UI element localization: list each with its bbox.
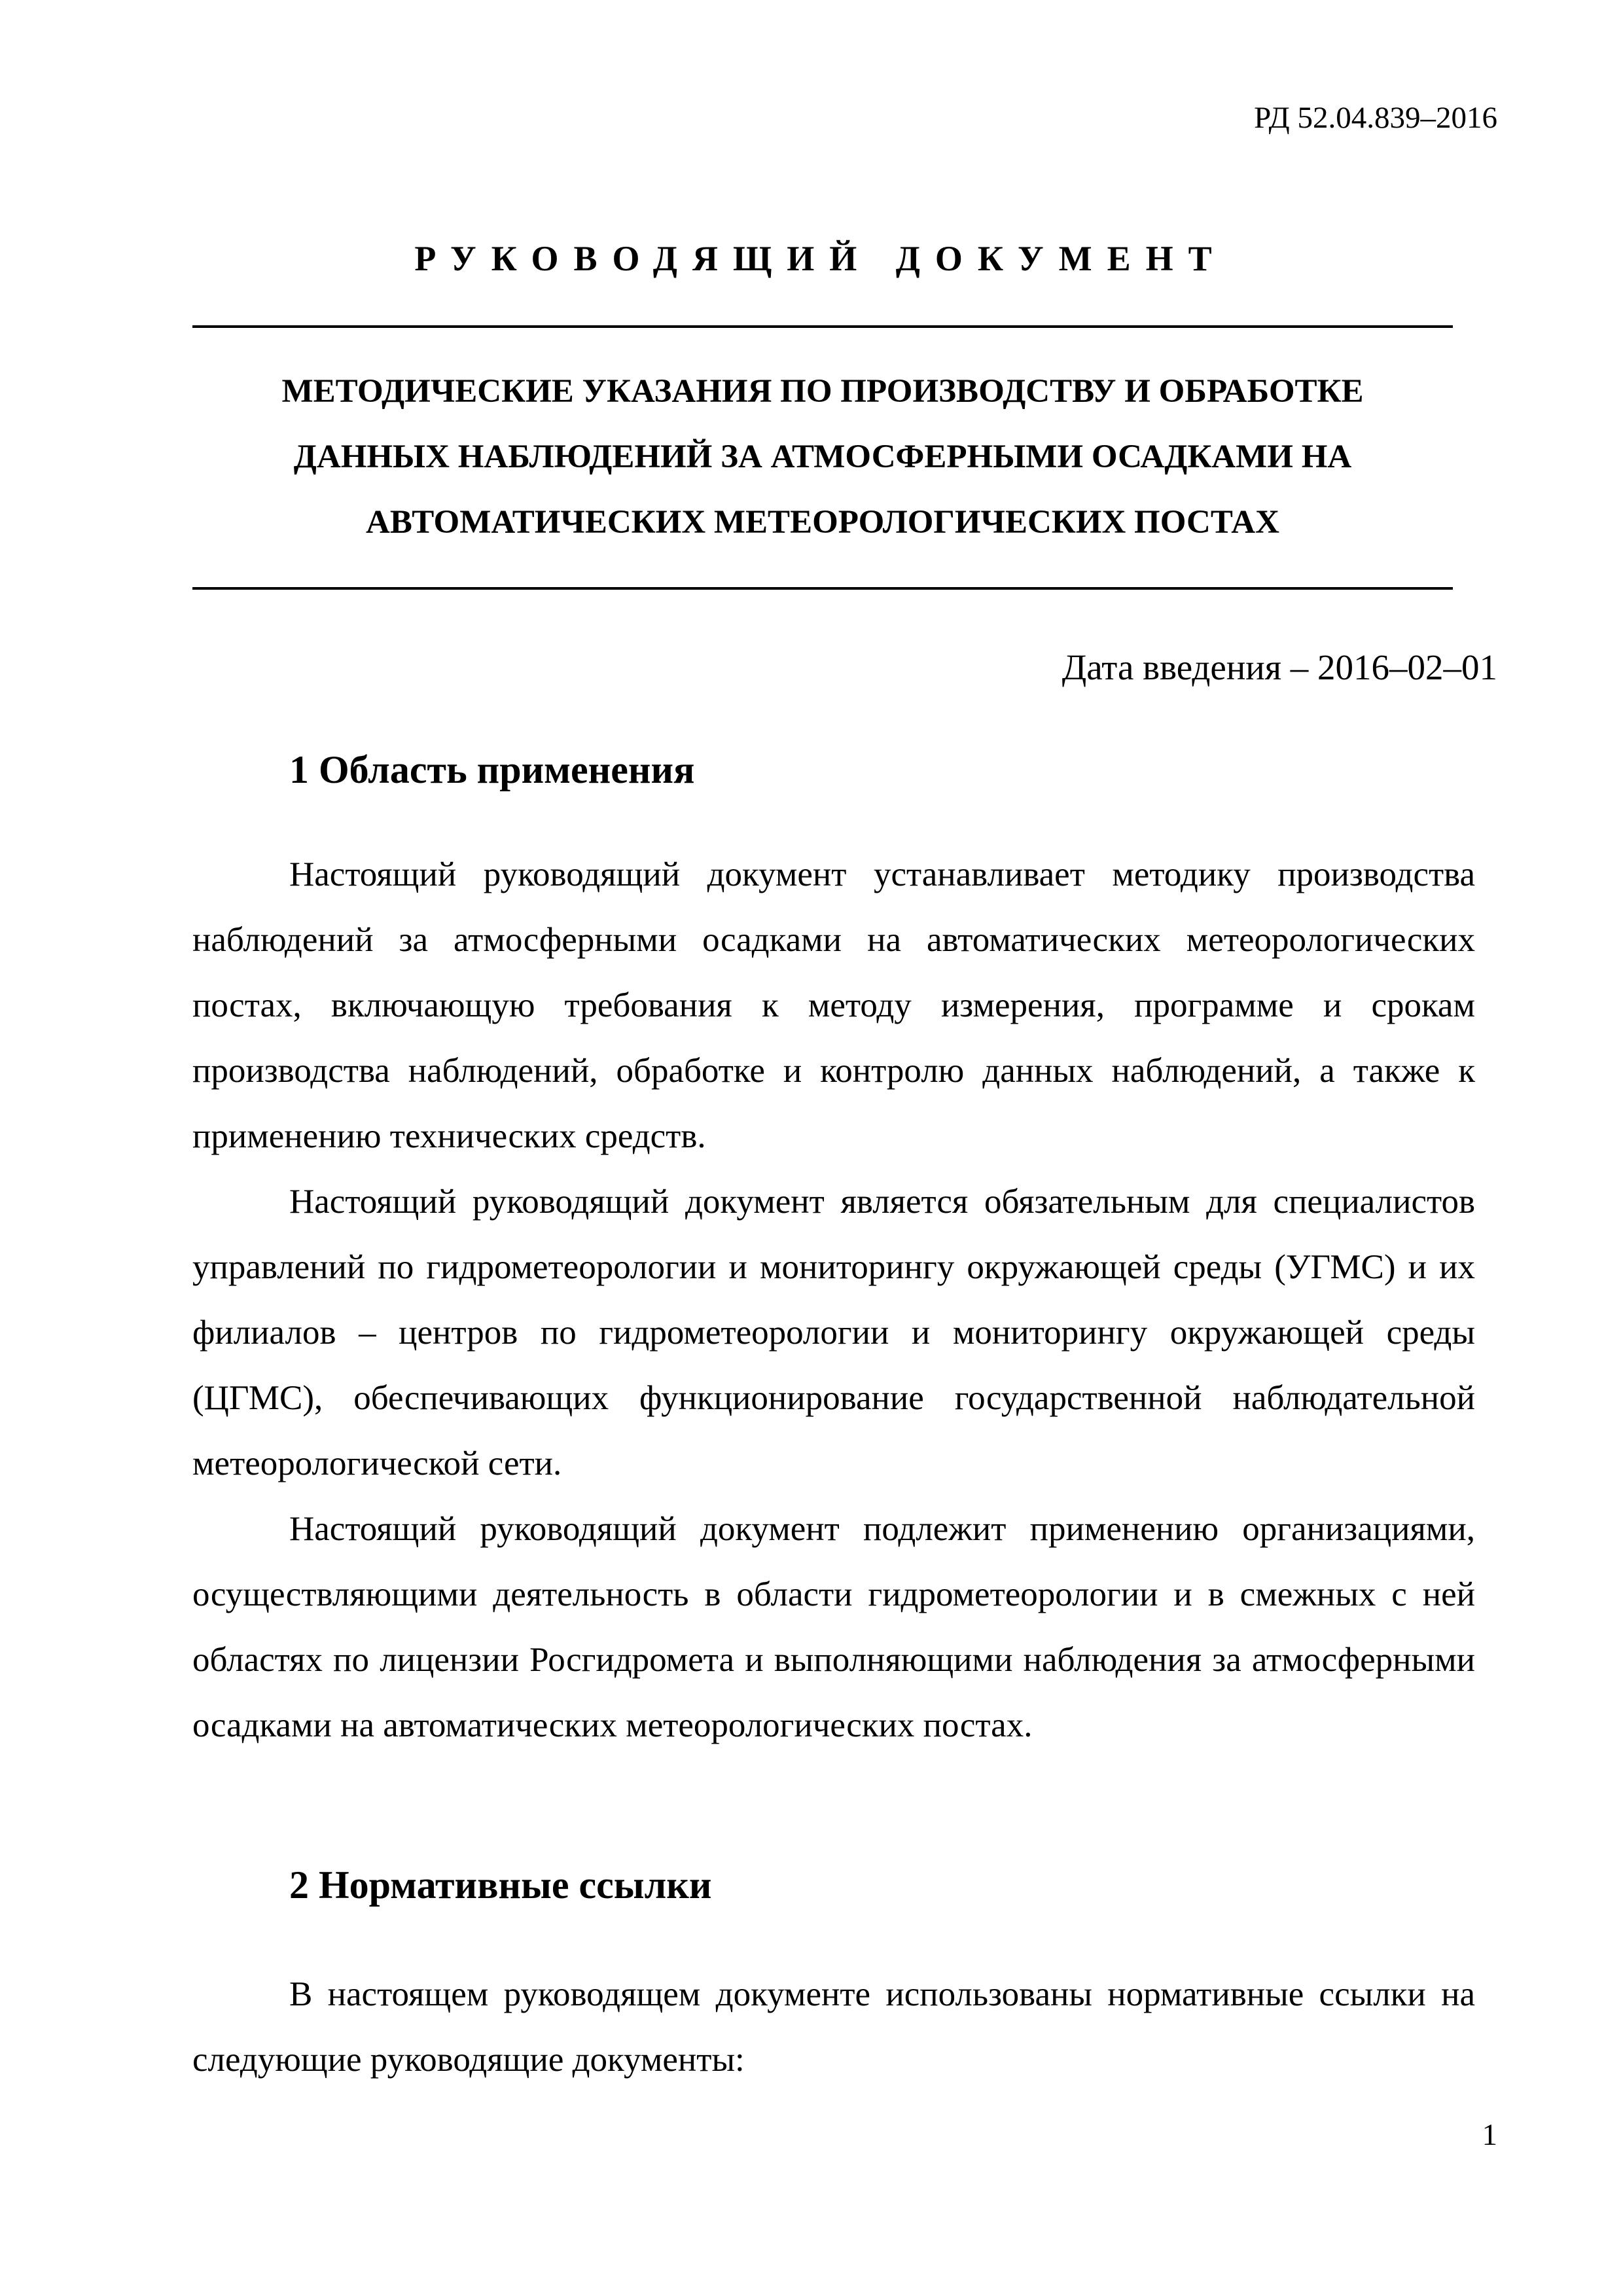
title-bottom-rule: [192, 587, 1453, 590]
paragraph: Настоящий руководящий документ устанавливает методику производства наблюдений за атмосферными осадками на автоматических метеорологических постах, включающую требования к методу измерения, программе и срокам производства наблюдений, обработке и контролю данных наблюдений, а также к применению технических средств.: [192, 855, 1475, 1155]
paragraph: Настоящий руководящий документ является обязательным для специалистов управлений по гидрометеорологии и мониторингу окружающей среды (УГМС) и их филиалов – центров по гидрометеорологии и мониторингу окружающей среды (ЦГМС), обеспечивающих функционирование государственной наблюдательной метеорологической сети.: [192, 1183, 1475, 1482]
title-top-rule: [192, 325, 1453, 328]
paragraph: В настоящем руководящем документе использованы нормативные ссылки на следующие руководящие документы:: [192, 1975, 1475, 2079]
title-line: АВТОМАТИЧЕСКИХ МЕТЕОРОЛОГИЧЕСКИХ ПОСТАХ: [366, 504, 1279, 541]
page-number: 1: [1482, 2118, 1497, 2152]
section-body-scope: [192, 842, 1475, 1758]
introduction-date: Дата введения – 2016–02–01: [1061, 647, 1497, 687]
paragraph: Настоящий руководящий документ подлежит применению организациями, осуществляющими деятельность в области гидрометеорологии и в смежных с ней областях по лицензии Росгидромета и выполняющими наблюдения за атмосферными осадками на автоматических метеорологических постах.: [192, 1510, 1475, 1744]
title-line: МЕТОДИЧЕСКИЕ УКАЗАНИЯ ПО ПРОИЗВОДСТВУ И ОБРАБОТКЕ: [281, 373, 1364, 410]
section-heading-normative-references: 2 Нормативные ссылки: [289, 1863, 712, 1907]
document-title: [192, 359, 1453, 555]
document-type-heading: РУКОВОДЯЩИЙ ДОКУМЕНТ: [414, 239, 1227, 278]
document-code: РД 52.04.839–2016: [1254, 101, 1497, 135]
section-heading-scope: 1 Область применения: [289, 748, 695, 791]
title-line: ДАННЫХ НАБЛЮДЕНИЙ ЗА АТМОСФЕРНЫМИ ОСАДКАМИ НА: [293, 439, 1352, 475]
section-body-normative-references: [192, 1962, 1475, 2092]
